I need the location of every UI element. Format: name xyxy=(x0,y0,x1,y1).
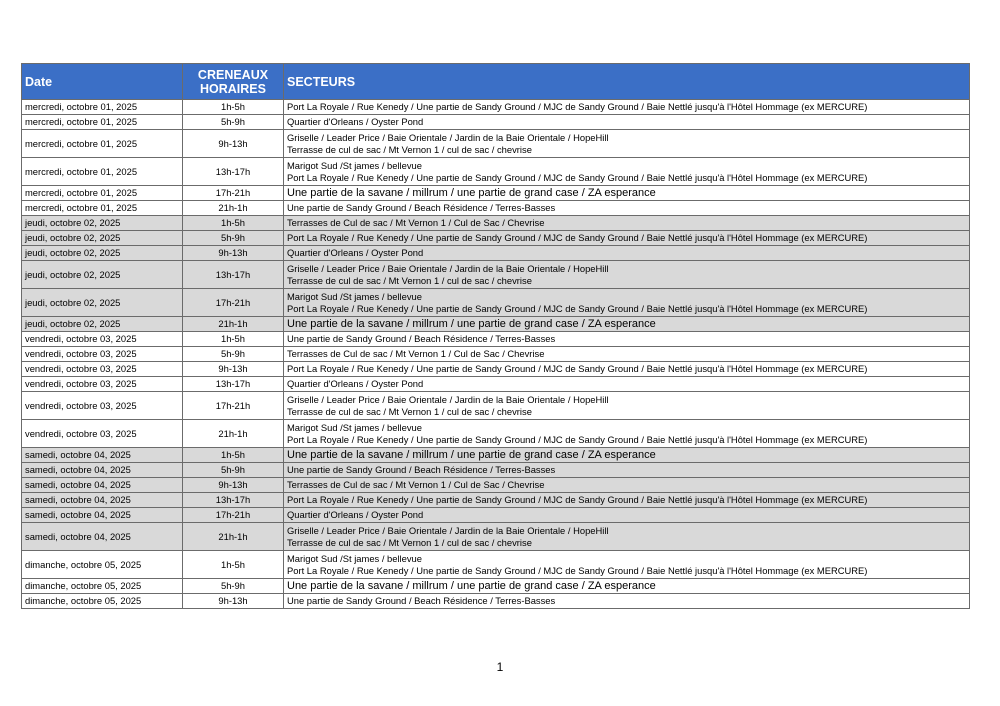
slot-cell: 17h-21h xyxy=(183,392,284,420)
header-sectors: SECTEURS xyxy=(284,64,970,100)
date-cell: samedi, octobre 04, 2025 xyxy=(22,508,183,523)
slot-cell: 1h-5h xyxy=(183,448,284,463)
table-row xyxy=(22,332,970,347)
sectors-cell xyxy=(284,362,970,377)
sector-line: Terrasses de Cul de sac / Mt Vernon 1 / Cul de Sac / Chevrise xyxy=(287,348,545,359)
sector-line: Griselle / Leader Price / Baie Orientale / Jardin de la Baie Orientale / HopeHill xyxy=(287,524,609,536)
slot-cell: 9h-13h xyxy=(183,478,284,493)
slot-cell: 9h-13h xyxy=(183,362,284,377)
date-cell: mercredi, octobre 01, 2025 xyxy=(22,130,183,158)
sector-line: Quartier d'Orleans / Oyster Pond xyxy=(287,378,424,389)
slot-cell: 13h-17h xyxy=(183,493,284,508)
table-row xyxy=(22,493,970,508)
sector-line: Port La Royale / Rue Kenedy / Une partie de Sandy Ground / MJC de Sandy Ground / Baie Nettlé jusqu'à l'Hôtel Hommage (ex MERCURE) xyxy=(287,363,868,374)
page-number: 1 xyxy=(496,660,504,674)
sectors-cell xyxy=(284,100,970,115)
sector-line: Terrasse de cul de sac / Mt Vernon 1 / cul de sac / chevrise xyxy=(287,536,532,548)
table-row xyxy=(22,448,970,463)
table-row xyxy=(22,158,970,186)
sectors-cell xyxy=(284,158,970,186)
slot-cell: 17h-21h xyxy=(183,508,284,523)
sector-line: Port La Royale / Rue Kenedy / Une partie de Sandy Ground / MJC de Sandy Ground / Baie Nettlé jusqu'à l'Hôtel Hommage (ex MERCURE) xyxy=(287,494,868,505)
header-slot-line: HORAIRES xyxy=(200,81,266,96)
sector-line: Terrasse de cul de sac / Mt Vernon 1 / cul de sac / chevrise xyxy=(287,405,532,417)
sector-line: Une partie de la savane / millrum / une partie de grand case / ZA esperance xyxy=(287,449,656,461)
date-cell: jeudi, octobre 02, 2025 xyxy=(22,317,183,332)
table-row xyxy=(22,523,970,551)
date-cell: samedi, octobre 04, 2025 xyxy=(22,478,183,493)
table-row xyxy=(22,100,970,115)
slot-cell: 5h-9h xyxy=(183,115,284,130)
table-row xyxy=(22,420,970,448)
header-slot xyxy=(183,64,284,100)
date-cell: dimanche, octobre 05, 2025 xyxy=(22,594,183,609)
sector-line: Une partie de la savane / millrum / une partie de grand case / ZA esperance xyxy=(287,580,656,592)
slot-cell: 5h-9h xyxy=(183,463,284,478)
sector-line: Terrasses de Cul de sac / Mt Vernon 1 / Cul de Sac / Chevrise xyxy=(287,479,545,490)
sector-line: Marigot Sud /St james / bellevue xyxy=(287,290,422,302)
sectors-cell xyxy=(284,594,970,609)
date-cell: vendredi, octobre 03, 2025 xyxy=(22,377,183,392)
sector-line: Port La Royale / Rue Kenedy / Une partie de Sandy Ground / MJC de Sandy Ground / Baie Nettlé jusqu'à l'Hôtel Hommage (ex MERCURE) xyxy=(287,171,868,183)
sectors-cell xyxy=(284,523,970,551)
slot-cell: 9h-13h xyxy=(183,246,284,261)
sectors-cell xyxy=(284,317,970,332)
table-row xyxy=(22,551,970,579)
sectors-cell xyxy=(284,551,970,579)
table-row xyxy=(22,377,970,392)
slot-cell: 1h-5h xyxy=(183,551,284,579)
slot-cell: 21h-1h xyxy=(183,523,284,551)
table-body xyxy=(22,100,970,609)
slot-cell: 5h-9h xyxy=(183,579,284,594)
sector-line: Une partie de Sandy Ground / Beach Résidence / Terres-Basses xyxy=(287,333,556,344)
table-row xyxy=(22,317,970,332)
date-cell: vendredi, octobre 03, 2025 xyxy=(22,332,183,347)
sectors-cell xyxy=(284,347,970,362)
date-cell: mercredi, octobre 01, 2025 xyxy=(22,115,183,130)
table-row xyxy=(22,216,970,231)
table-row xyxy=(22,347,970,362)
sector-line: Terrasse de cul de sac / Mt Vernon 1 / cul de sac / chevrise xyxy=(287,274,532,286)
sector-line: Une partie de Sandy Ground / Beach Résidence / Terres-Basses xyxy=(287,595,556,606)
table-row xyxy=(22,508,970,523)
sectors-cell xyxy=(284,463,970,478)
sectors-cell xyxy=(284,377,970,392)
date-cell: dimanche, octobre 05, 2025 xyxy=(22,551,183,579)
slot-cell: 21h-1h xyxy=(183,201,284,216)
table-row xyxy=(22,261,970,289)
sector-line: Port La Royale / Rue Kenedy / Une partie de Sandy Ground / MJC de Sandy Ground / Baie Nettlé jusqu'à l'Hôtel Hommage (ex MERCURE) xyxy=(287,101,868,112)
slot-cell: 1h-5h xyxy=(183,100,284,115)
table-row xyxy=(22,201,970,216)
date-cell: jeudi, octobre 02, 2025 xyxy=(22,261,183,289)
slot-cell: 21h-1h xyxy=(183,420,284,448)
slot-cell: 9h-13h xyxy=(183,594,284,609)
sectors-cell xyxy=(284,493,970,508)
date-cell: samedi, octobre 04, 2025 xyxy=(22,463,183,478)
table-row xyxy=(22,579,970,594)
table-row xyxy=(22,186,970,201)
table-row xyxy=(22,115,970,130)
slot-cell: 21h-1h xyxy=(183,317,284,332)
table-row xyxy=(22,231,970,246)
sector-line: Quartier d'Orleans / Oyster Pond xyxy=(287,116,424,127)
sector-line: Port La Royale / Rue Kenedy / Une partie de Sandy Ground / MJC de Sandy Ground / Baie Nettlé jusqu'à l'Hôtel Hommage (ex MERCURE) xyxy=(287,564,868,576)
sectors-cell xyxy=(284,186,970,201)
sector-line: Quartier d'Orleans / Oyster Pond xyxy=(287,247,424,258)
sector-line: Marigot Sud /St james / bellevue xyxy=(287,421,422,433)
sector-line: Une partie de Sandy Ground / Beach Résidence / Terres-Basses xyxy=(287,464,556,475)
schedule-table xyxy=(21,63,970,609)
sectors-cell xyxy=(284,246,970,261)
sector-line: Griselle / Leader Price / Baie Orientale / Jardin de la Baie Orientale / HopeHill xyxy=(287,262,609,274)
sector-line: Marigot Sud /St james / bellevue xyxy=(287,159,422,171)
header-slot-line: CRENEAUX xyxy=(197,67,269,82)
sector-line: Griselle / Leader Price / Baie Orientale / Jardin de la Baie Orientale / HopeHill xyxy=(287,393,609,405)
table-row xyxy=(22,130,970,158)
sectors-cell xyxy=(284,115,970,130)
header-row xyxy=(22,64,970,100)
date-cell: vendredi, octobre 03, 2025 xyxy=(22,362,183,377)
slot-cell: 13h-17h xyxy=(183,158,284,186)
date-cell: vendredi, octobre 03, 2025 xyxy=(22,347,183,362)
table-row xyxy=(22,246,970,261)
sector-line: Quartier d'Orleans / Oyster Pond xyxy=(287,509,424,520)
date-cell: dimanche, octobre 05, 2025 xyxy=(22,579,183,594)
date-cell: samedi, octobre 04, 2025 xyxy=(22,523,183,551)
date-cell: mercredi, octobre 01, 2025 xyxy=(22,100,183,115)
date-cell: jeudi, octobre 02, 2025 xyxy=(22,216,183,231)
slot-cell: 17h-21h xyxy=(183,186,284,201)
sectors-cell xyxy=(284,231,970,246)
slot-cell: 5h-9h xyxy=(183,231,284,246)
sectors-cell xyxy=(284,508,970,523)
sectors-cell xyxy=(284,289,970,317)
sector-line: Port La Royale / Rue Kenedy / Une partie de Sandy Ground / MJC de Sandy Ground / Baie Nettlé jusqu'à l'Hôtel Hommage (ex MERCURE) xyxy=(287,433,868,445)
date-cell: vendredi, octobre 03, 2025 xyxy=(22,392,183,420)
slot-cell: 5h-9h xyxy=(183,347,284,362)
sector-line: Une partie de Sandy Ground / Beach Résidence / Terres-Basses xyxy=(287,202,556,213)
sector-line: Terrasses de Cul de sac / Mt Vernon 1 / Cul de Sac / Chevrise xyxy=(287,217,545,228)
sectors-cell xyxy=(284,201,970,216)
header-date: Date xyxy=(22,64,183,100)
date-cell: samedi, octobre 04, 2025 xyxy=(22,448,183,463)
date-cell: vendredi, octobre 03, 2025 xyxy=(22,420,183,448)
slot-cell: 17h-21h xyxy=(183,289,284,317)
date-cell: jeudi, octobre 02, 2025 xyxy=(22,231,183,246)
date-cell: mercredi, octobre 01, 2025 xyxy=(22,158,183,186)
sector-line: Port La Royale / Rue Kenedy / Une partie de Sandy Ground / MJC de Sandy Ground / Baie Nettlé jusqu'à l'Hôtel Hommage (ex MERCURE) xyxy=(287,302,868,314)
sector-line: Marigot Sud /St james / bellevue xyxy=(287,552,422,564)
table-row xyxy=(22,594,970,609)
sectors-cell xyxy=(284,216,970,231)
date-cell: mercredi, octobre 01, 2025 xyxy=(22,186,183,201)
sectors-cell xyxy=(284,332,970,347)
sectors-cell xyxy=(284,579,970,594)
date-cell: mercredi, octobre 01, 2025 xyxy=(22,201,183,216)
sector-line: Une partie de la savane / millrum / une partie de grand case / ZA esperance xyxy=(287,187,656,199)
sector-line: Port La Royale / Rue Kenedy / Une partie de Sandy Ground / MJC de Sandy Ground / Baie Nettlé jusqu'à l'Hôtel Hommage (ex MERCURE) xyxy=(287,232,868,243)
table-row xyxy=(22,392,970,420)
sectors-cell xyxy=(284,420,970,448)
sectors-cell xyxy=(284,261,970,289)
table-row xyxy=(22,463,970,478)
slot-cell: 1h-5h xyxy=(183,332,284,347)
slot-cell: 13h-17h xyxy=(183,261,284,289)
table-row xyxy=(22,289,970,317)
date-cell: jeudi, octobre 02, 2025 xyxy=(22,289,183,317)
sector-line: Terrasse de cul de sac / Mt Vernon 1 / cul de sac / chevrise xyxy=(287,143,532,155)
date-cell: jeudi, octobre 02, 2025 xyxy=(22,246,183,261)
slot-cell: 13h-17h xyxy=(183,377,284,392)
sector-line: Griselle / Leader Price / Baie Orientale / Jardin de la Baie Orientale / HopeHill xyxy=(287,131,609,143)
sector-line: Une partie de la savane / millrum / une partie de grand case / ZA esperance xyxy=(287,318,656,330)
table-row xyxy=(22,478,970,493)
slot-cell: 1h-5h xyxy=(183,216,284,231)
sectors-cell xyxy=(284,392,970,420)
table-row xyxy=(22,362,970,377)
date-cell: samedi, octobre 04, 2025 xyxy=(22,493,183,508)
sectors-cell xyxy=(284,130,970,158)
sectors-cell xyxy=(284,478,970,493)
slot-cell: 9h-13h xyxy=(183,130,284,158)
sectors-cell xyxy=(284,448,970,463)
